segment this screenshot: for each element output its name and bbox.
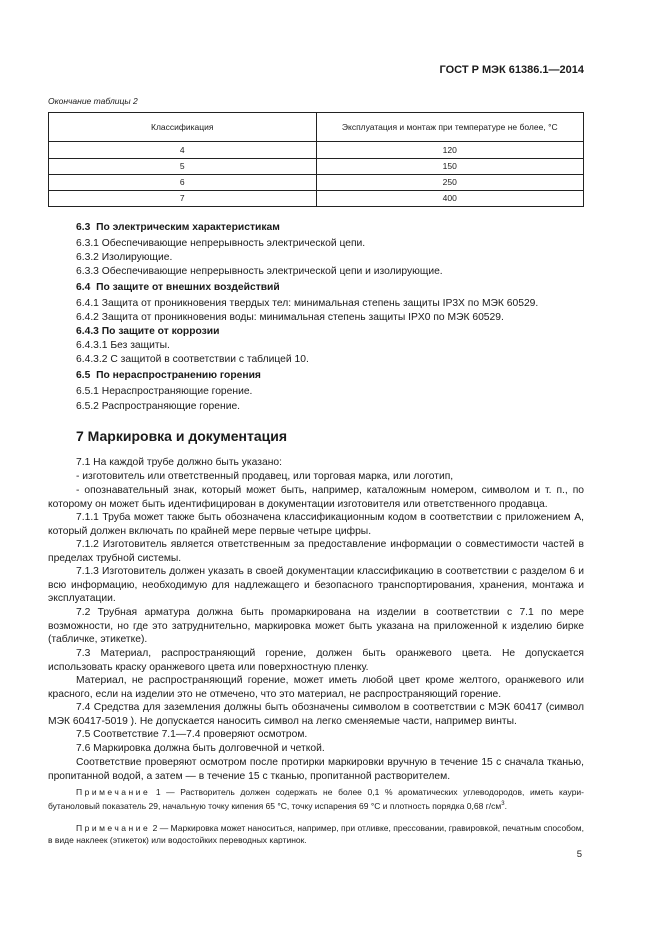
section-6-4-heading <box>76 282 280 293</box>
section-7-heading: 7 Маркировка и документация <box>76 428 288 444</box>
item-6-5-2: 6.5.2 Распространяющие горение. <box>76 401 241 412</box>
page-number: 5 <box>576 849 582 860</box>
note-1 <box>48 786 584 812</box>
paragraph-7-3: 7.3 Материал, распространяющий горение, должен быть оранжевого цвета. Не допускается использовать краску оранжевого цвета или поверхностную пленку. <box>48 648 584 673</box>
section-6-5-heading <box>76 370 261 381</box>
table-cell: 7 <box>49 191 317 207</box>
table-cell: 5 <box>49 159 317 175</box>
item-6-4-3-1: 6.4.3.1 Без защиты. <box>76 340 170 351</box>
section-title: По нераспространению горения <box>96 370 261 381</box>
table-cell: 150 <box>316 159 584 175</box>
paragraph-7-3-continued: Материал, не распространяющий горение, может иметь любой цвет кроме желтого, оранжевого или красного, если на изделии это не отмечено, что это материал, не распространяющий горение. <box>48 675 584 700</box>
table-caption: Окончание таблицы 2 <box>48 96 138 106</box>
item-6-3-3: 6.3.3 Обеспечивающие непрерывность электрической цепи и изолирующие. <box>76 266 443 277</box>
paragraph-list-item: - изготовитель или ответственный продавец, или торговая марка, или логотип, <box>76 471 454 482</box>
column-header-classification: Классификация <box>49 113 317 142</box>
table-row <box>49 191 584 207</box>
table-cell: 250 <box>316 175 584 191</box>
item-6-5-1: 6.5.1 Нераспространяющие горение. <box>76 386 253 397</box>
section-number: 6.5 <box>76 370 91 381</box>
note-label: Примечание <box>76 823 151 833</box>
table-cell: 120 <box>316 142 584 159</box>
table-row <box>49 142 584 159</box>
note-text-end: . <box>504 800 507 811</box>
table-header-row <box>49 113 584 142</box>
paragraph-7-6-continued: Соответствие проверяют осмотром после протирки маркировки вручную в течение 15 с сначала тканью, пропитанной водой, а затем — в течение 15 с тканью, пропитанной растворителем. <box>48 757 584 782</box>
paragraph-7-6: 7.6 Маркировка должна быть долговечной и четкой. <box>76 743 325 754</box>
temperature-table <box>48 112 584 207</box>
note-text: Растворитель должен содержать не более 0,1 % ароматических углеводородов, иметь каури-бутаноловый показатель 29, начальную точку кипения 65 °С, точку испарения 69 °С и плотность порядка 0,68 г/см <box>48 787 584 811</box>
section-6-3-heading <box>76 222 280 233</box>
paragraph-7-2: 7.2 Трубная арматура должна быть промаркирована на изделии в соответствии с 7.1 по мере возможности, но где это затруднительно, маркировка может быть указана на приложенной к изделию бирке (табличке, этикетке). <box>48 607 584 646</box>
paragraph-7-1: 7.1 На каждой трубе должно быть указано: <box>76 457 282 468</box>
table-cell: 4 <box>49 142 317 159</box>
item-6-4-2: 6.4.2 Защита от проникновения воды: минимальная степень защиты IPX0 по МЭК 60529. <box>76 312 504 323</box>
note-number: 1 — <box>150 787 181 797</box>
paragraph-7-1-3: 7.1.3 Изготовитель должен указать в своей документации классификацию в соответствии с разделом 6 и всю информацию, необходимую для надлежащего и безопасного транспортирования, хранения, монтажа и эксплуатации. <box>48 566 584 605</box>
note-2 <box>48 822 584 846</box>
table-cell: 400 <box>316 191 584 207</box>
item-6-4-3: 6.4.3 По защите от коррозии <box>76 326 220 337</box>
table-row <box>49 159 584 175</box>
note-number: 2 — <box>150 823 171 833</box>
section-title: По защите от внешних воздействий <box>96 282 280 293</box>
section-number: 6.3 <box>76 222 91 233</box>
paragraph-list-item: - опознавательный знак, который может быть, например, каталожным номером, символом и т. п., по которому он может быть идентифицирован в документации изготовителя или ответственного продавца. <box>48 485 584 510</box>
paragraph-7-1-1: 7.1.1 Труба может также быть обозначена классификационным кодом в соответствии с приложением А, который должен включать по крайней мере первые четыре цифры. <box>48 512 584 537</box>
item-6-3-2: 6.3.2 Изолирующие. <box>76 252 173 263</box>
column-header-temperature: Эксплуатация и монтаж при температуре не более, °С <box>316 113 584 142</box>
table-row <box>49 175 584 191</box>
item-6-4-1: 6.4.1 Защита от проникновения твердых тел: минимальная степень защиты IP3X по МЭК 60529. <box>76 298 539 309</box>
section-title: По электрическим характеристикам <box>96 222 280 233</box>
note-text: Маркировка может наноситься, например, при отливке, прессовании, гравировкой, печатным способом, в виде наклеек (этикеток) или водостойких переводных картинок. <box>48 823 584 845</box>
paragraph-7-1-2: 7.1.2 Изготовитель является ответственным за предоставление информации о совместимости частей в пределах трубной системы. <box>48 539 584 564</box>
item-6-4-3-2: 6.4.3.2 С защитой в соответствии с таблицей 10. <box>76 354 309 365</box>
section-number: 6.4 <box>76 282 91 293</box>
note-label: Примечание <box>76 787 151 797</box>
table-cell: 6 <box>49 175 317 191</box>
superscript: 3 <box>501 801 505 807</box>
paragraph-7-4: 7.4 Средства для заземления должны быть обозначены символом в соответствии с МЭК 60417 (символ МЭК 60417-5019 ). Не допускается наносить символ на легко сменяемые части, например винты. <box>48 702 584 727</box>
item-6-3-1: 6.3.1 Обеспечивающие непрерывность электрической цепи. <box>76 238 366 249</box>
paragraph-7-5: 7.5 Соответствие 7.1—7.4 проверяют осмотром. <box>76 729 308 740</box>
standard-header: ГОСТ Р МЭК 61386.1—2014 <box>439 64 584 76</box>
